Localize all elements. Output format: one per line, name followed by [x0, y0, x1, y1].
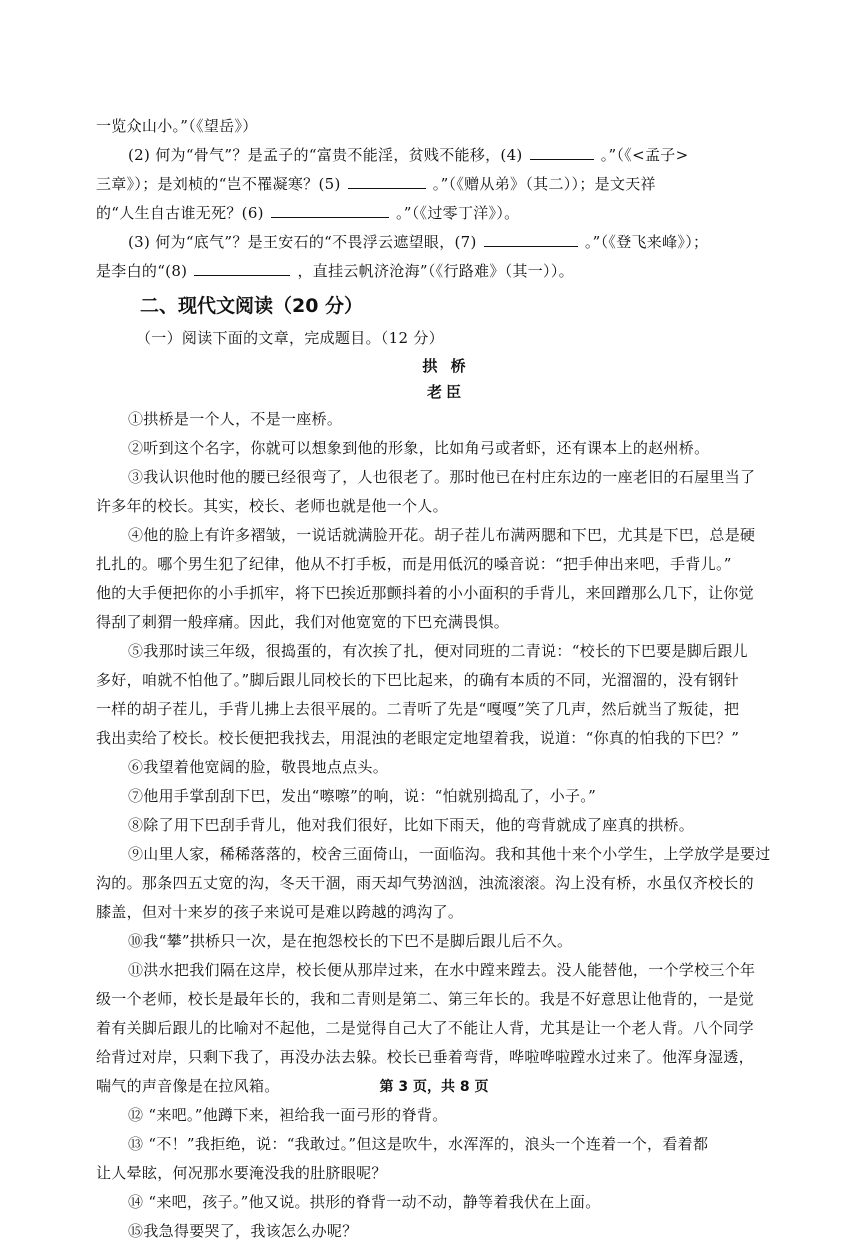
- article-line: 级一个老师，校长是最年长的，我和二青则是第二、第三年长的。我是不好意思让他背的，一是觉: [96, 990, 754, 1008]
- article-line: 膝盖，但对十来岁的孩子来说可是难以跨越的鸿沟了。: [96, 903, 464, 921]
- article-line: 一样的胡子茬儿，手背儿拂上去很平展的。二青听了先是“嘎嘎”笑了几声，然后就当了叛徒，把: [96, 700, 740, 718]
- article-line: ⑩我“攀”拱桥只一次，是在抱怨校长的下巴不是脚后跟儿后不久。: [128, 932, 573, 950]
- article-body: [96, 405, 796, 1246]
- article-line: 给背过对岸，只剩下我了，再没办法去躲。校长已垂着弯背，哗啦哗啦蹚水过来了。他浑身湿透，: [96, 1048, 754, 1066]
- article-line: ①拱桥是一个人，不是一座桥。: [128, 410, 343, 428]
- article-line: ⑪洪水把我们隔在这岸，校长便从那岸过来，在水中蹚来蹚去。没人能替他，一个学校三个年: [128, 961, 756, 979]
- article-line: ④他的脸上有许多褶皱，一说话就满脸开花。胡子茬儿布满两腮和下巴，尤其是下巴，总是硬: [128, 526, 756, 544]
- article-line: ⑦他用手掌刮刮下巴，发出“嚓嚓”的响，说：“怕就别捣乱了，小子。”: [128, 787, 597, 805]
- question-2-line-2: 三章》）；是刘桢的“岂不罹凝寒？(5) 。”（《赠从弟》（其二））；是文天祥: [96, 175, 656, 193]
- question-2-line-1: (2) 何为“骨气”？是孟子的“富贵不能淫，贫贱不能移，(4) 。”（《<孟子>: [128, 146, 689, 164]
- article-line: ⑧除了用下巴刮手背儿，他对我们很好，比如下雨天，他的弯背就成了座真的拱桥。: [128, 816, 695, 834]
- article-line: 多好，咱就不怕他了。”脚后跟儿同校长的下巴比起来，的确有本质的不同，光溜溜的，没有钢针: [96, 671, 740, 689]
- article-line: ②听到这个名字，你就可以想象到他的形象，比如角弓或者虾，还有课本上的赵州桥。: [128, 439, 710, 457]
- article-line: ③我认识他时他的腰已经很弯了，人也很老了。那时他已在村庄东边的一座老旧的石屋里当了: [128, 468, 756, 486]
- article-line: 喘气的声音像是在拉风箱。: [96, 1077, 280, 1095]
- question-3-line-2: 是李白的“(8) ，直挂云帆济沧海”（《行路难》（其一））。: [96, 262, 574, 280]
- article-line: 得刮了刺猬一般痒痛。因此，我们对他宽宽的下巴充满畏惧。: [96, 613, 510, 631]
- article-line: ⑬ “不！”我拒绝，说：“我敢过。”但这是吹牛，水浑浑的，浪头一个连着一个，看着都: [128, 1135, 709, 1153]
- article-line: ⑫ “来吧。”他蹲下来，袒给我一面弓形的脊背。: [128, 1106, 448, 1124]
- article-line: 许多年的校长。其实，校长、老师也就是他一个人。: [96, 497, 448, 515]
- section-title: 二、现代文阅读（20 分）: [140, 295, 364, 317]
- article-line: 沟的。那条四五丈宽的沟，冬天干涸，雨天却气势汹汹，浊流滚滚。沟上没有桥，水虽仅齐校长的: [96, 874, 754, 892]
- page-number: 第 3 页，共 8 页: [379, 1079, 489, 1095]
- article-line: ⑤我那时读三年级，很捣蛋的，有次挨了扎，便对同班的二青说：“校长的下巴要是脚后跟儿: [128, 642, 748, 660]
- blank-4[interactable]: [530, 144, 594, 160]
- article-line: 让人晕眩，何况那水要淹没我的肚脐眼呢？: [96, 1164, 387, 1182]
- article-line: ⑮我急得要哭了，我该怎么办呢？: [128, 1222, 358, 1240]
- article-line: 我出卖给了校长。校长便把我找去，用混浊的老眼定定地望着我，说道：“你真的怕我的下巴？”: [96, 729, 740, 747]
- article-title: 拱 桥: [422, 357, 470, 375]
- poem-line-1: 一览众山小。”（《望岳》）: [96, 117, 258, 135]
- blank-6[interactable]: [271, 202, 389, 218]
- article-line: ⑨山里人家，稀稀落落的，校舍三面倚山，一面临沟。我和其他十来个小学生，上学放学是要过: [128, 845, 771, 863]
- article-line: ⑭ “来吧，孩子。”他又说。拱形的脊背一动不动，静等着我伏在上面。: [128, 1193, 601, 1211]
- blank-5[interactable]: [348, 173, 426, 189]
- article-line: 扎扎的。哪个男生犯了纪律，他从不打手板，而是用低沉的嗓音说：“把手伸出来吧，手背儿。”: [96, 555, 732, 573]
- blank-7[interactable]: [484, 231, 578, 247]
- blank-8[interactable]: [194, 260, 290, 276]
- article-line: 着有关脚后跟儿的比喻对不起他，二是觉得自己大了不能让人背，尤其是让一个老人背。八个同学: [96, 1019, 754, 1037]
- article-author: 老臣: [426, 383, 465, 401]
- reading-instruction: （一）阅读下面的文章，完成题目。（12 分）: [136, 329, 444, 347]
- article-line: 他的大手便把你的小手抓牢，将下巴挨近那颤抖着的小小面积的手背儿，来回蹭那么几下，让你觉: [96, 584, 754, 602]
- question-3-line-1: (3) 何为“底气”？是王安石的“不畏浮云遮望眼，(7) 。”（《登飞来峰》）；: [128, 233, 709, 251]
- question-2-line-3: 的“人生自古谁无死？(6) 。”（《过零丁洋》）。: [96, 204, 520, 222]
- article-line: ⑥我望着他宽阔的脸，敬畏地点点头。: [128, 758, 389, 776]
